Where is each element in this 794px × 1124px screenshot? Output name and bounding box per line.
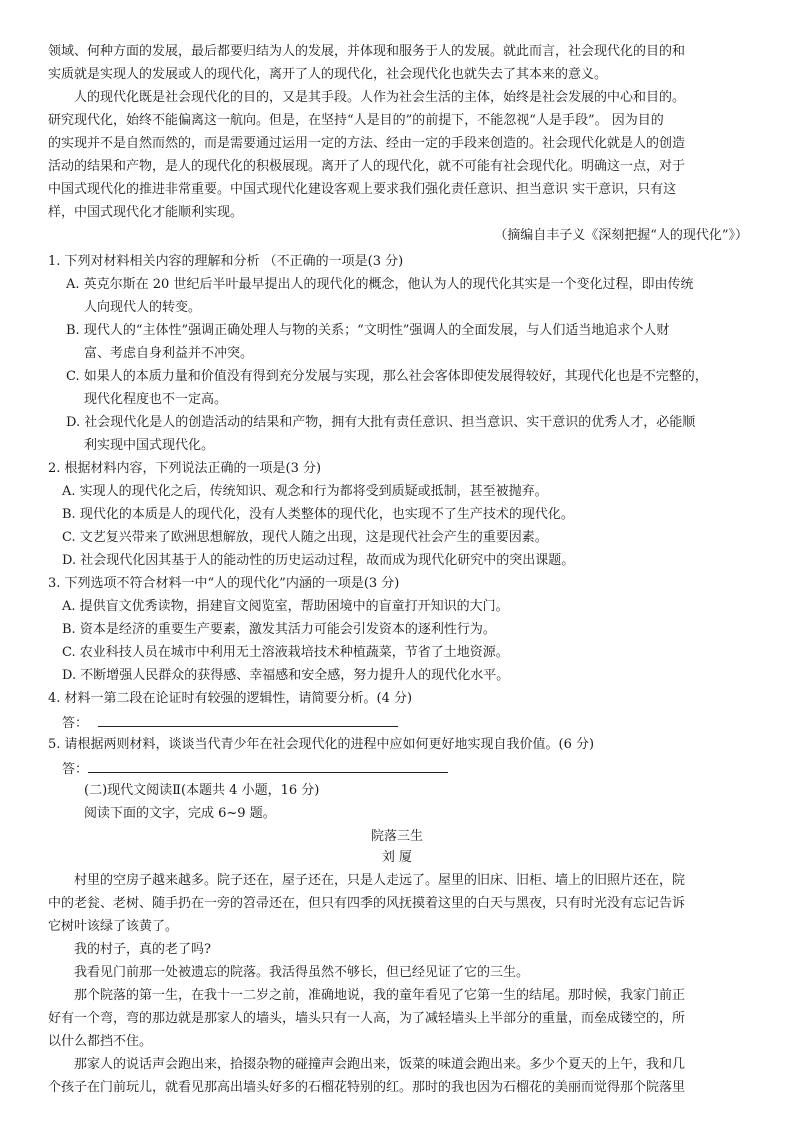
question-4-stem: 4. 材料一第二段在论证时有较强的逻辑性，请简要分析。(4 分) (48, 691, 413, 706)
article-line: 我看见门前那一处被遗忘的院落。我活得虽然不够长，但已经见证了它的三生。 (74, 965, 530, 980)
question-1-option-d: 利实现中国式现代化。 (84, 438, 215, 453)
question-1-option-c: 现代化程度也不一定高。 (84, 392, 228, 407)
question-4-answer-line[interactable] (62, 712, 398, 734)
article-line: 那个院落的第一生，在我十一二岁之前，准确地说，我的童年看见了它第一生的结尾。那时候，我家门前正 (74, 988, 686, 1003)
answer-label: 答： (62, 762, 89, 777)
question-3-stem: 3. 下列选项不符合材料一中“人的现代化”内涵的一项是(3 分) (48, 576, 400, 591)
passage-line: 的实现并不是自然而然的，而是需要通过运用一定的方法、经由一定的手段来创造的。社会现代化就是人的创造 (48, 136, 686, 151)
question-2-option-d: D. 社会现代化因其基于人的能动性的历史运动过程，故而成为现代化研究中的突出课题。 (62, 553, 575, 568)
article-line: 它树叶该绿了该黄了。 (48, 919, 179, 934)
passage-line: 人的现代化既是社会现代化的目的，又是其手段。人作为社会生活的主体，始终是社会发展的中心和目的。 (74, 90, 686, 105)
article-line: 好有一个弯，弯的那边就是那家人的墙头，墙头只有一人高，为了减轻墙头上半部分的重量，而垒成镂空的，所 (48, 1011, 686, 1026)
passage-source: （摘编自丰子义《深刻把握“人的现代化”》） (494, 228, 748, 243)
question-5-stem: 5. 请根据两则材料，谈谈当代青少年在社会现代化的进程中应如何更好地实现自我价值。(6 分) (48, 737, 595, 752)
answer-blank[interactable] (98, 712, 398, 727)
article-line: 中的老瓮、老树、随手扔在一旁的笤帚还在，但只有四季的风抚摸着这里的白天与黑夜，只有时光没有忘记告诉 (48, 896, 686, 911)
question-1-option-a: A. 英克尔斯在 20 世纪后半叶最早提出人的现代化的概念，他认为人的现代化其实是一个变化过程，即由传统 (66, 277, 694, 292)
question-1-option-d: D. 社会现代化是人的创造活动的结果和产物，拥有大批有责任意识、担当意识、实干意识的优秀人才，必能顺 (66, 415, 696, 430)
passage-line: 领域、何种方面的发展，最后都要归结为人的发展，并体现和服务于人的发展。就此而言，社会现代化的目的和 (48, 44, 686, 59)
question-2-option-b: B. 现代化的本质是人的现代化，没有人类整体的现代化，也实现不了生产技术的现代化。 (62, 507, 574, 522)
article-line: 村里的空房子越来越多。院子还在，屋子还在，只是人走远了。屋里的旧床、旧柜、墙上的旧照片还在，院 (74, 873, 686, 888)
passage-line: 实质就是实现人的发展或人的现代化，离开了人的现代化，社会现代化也就失去了其本来的意义。 (48, 67, 608, 82)
section-instruction: 阅读下面的文字，完成 6~9 题。 (84, 806, 276, 821)
article-line: 个孩子在门前玩儿，就看见那高出墙头好多的石榴花特别的红。那时的我也因为石榴花的美丽而觉得那个院落里 (48, 1080, 686, 1095)
question-1-option-b: B. 现代人的“主体性”强调正确处理人与物的关系；“文明性”强调人的全面发展，与人们适当地追求个人财 (66, 323, 670, 338)
section-heading: (二)现代文阅读Ⅱ(本题共 4 小题，16 分) (84, 783, 320, 798)
answer-blank[interactable] (88, 758, 448, 773)
passage-line: 样，中国式现代化才能顺利实现。 (48, 205, 244, 220)
passage-line: 中国式现代化的推进非常重要。中国式现代化建设客观上要求我们强化责任意识、担当意识 实干意识，只有这 (48, 182, 677, 197)
question-3-option-d: D. 不断增强人民群众的获得感、幸福感和安全感，努力提升人的现代化水平。 (62, 668, 510, 683)
passage-line: 研究现代化，始终不能偏离这一航向。但是，在坚持“人是目的”的前提下，不能忽视“人是手段”。 因为目的 (48, 113, 664, 128)
article-author: 刘 厦 (381, 850, 413, 865)
question-2-option-a: A. 实现人的现代化之后，传统知识、观念和行为都将受到质疑或抵制，甚至被抛弃。 (62, 484, 548, 499)
question-3-option-a: A. 提供盲文优秀读物，捐建盲文阅览室，帮助困境中的盲童打开知识的大门。 (62, 599, 509, 614)
question-1-option-c: C. 如果人的本质力量和价值没有得到充分发展与实现，那么社会客体即使发展得较好，其现代化也是不完整的， (66, 369, 708, 384)
question-1-option-b: 富、考虑自身利益并不冲突。 (84, 346, 254, 361)
question-2-stem: 2. 根据材料内容，下列说法正确的一项是(3 分) (48, 461, 322, 476)
article-line: 那家人的说话声会跑出来，拾掇杂物的碰撞声会跑出来，饭菜的味道会跑出来。多少个夏天的上午，我和几 (74, 1057, 686, 1072)
question-1-stem: 1. 下列对材料相关内容的理解和分析 （不正确的一项是(3 分) (48, 254, 404, 269)
passage-line: 活动的结果和产物，是人的现代化的积极展现。离开了人的现代化，就不可能有社会现代化。明确这一点，对于 (48, 159, 686, 174)
question-5-answer-line[interactable] (62, 758, 448, 780)
answer-label: 答： (62, 716, 89, 731)
article-line: 以什么都挡不住。 (48, 1034, 153, 1049)
article-title: 院落三生 (370, 829, 423, 844)
question-3-option-c: C. 农业科技人员在城市中利用无土溶液栽培技术种植蔬菜，节省了土地资源。 (62, 645, 509, 660)
question-3-option-b: B. 资本是经济的重要生产要素，激发其活力可能会引发资本的逐利性行为。 (62, 622, 496, 637)
question-1-option-a: 人向现代人的转变。 (84, 300, 202, 315)
question-2-option-c: C. 文艺复兴带来了欧洲思想解放，现代人随之出现，这是现代社会产生的重要因素。 (62, 530, 548, 545)
article-line: 我的村子，真的老了吗? (74, 942, 211, 957)
